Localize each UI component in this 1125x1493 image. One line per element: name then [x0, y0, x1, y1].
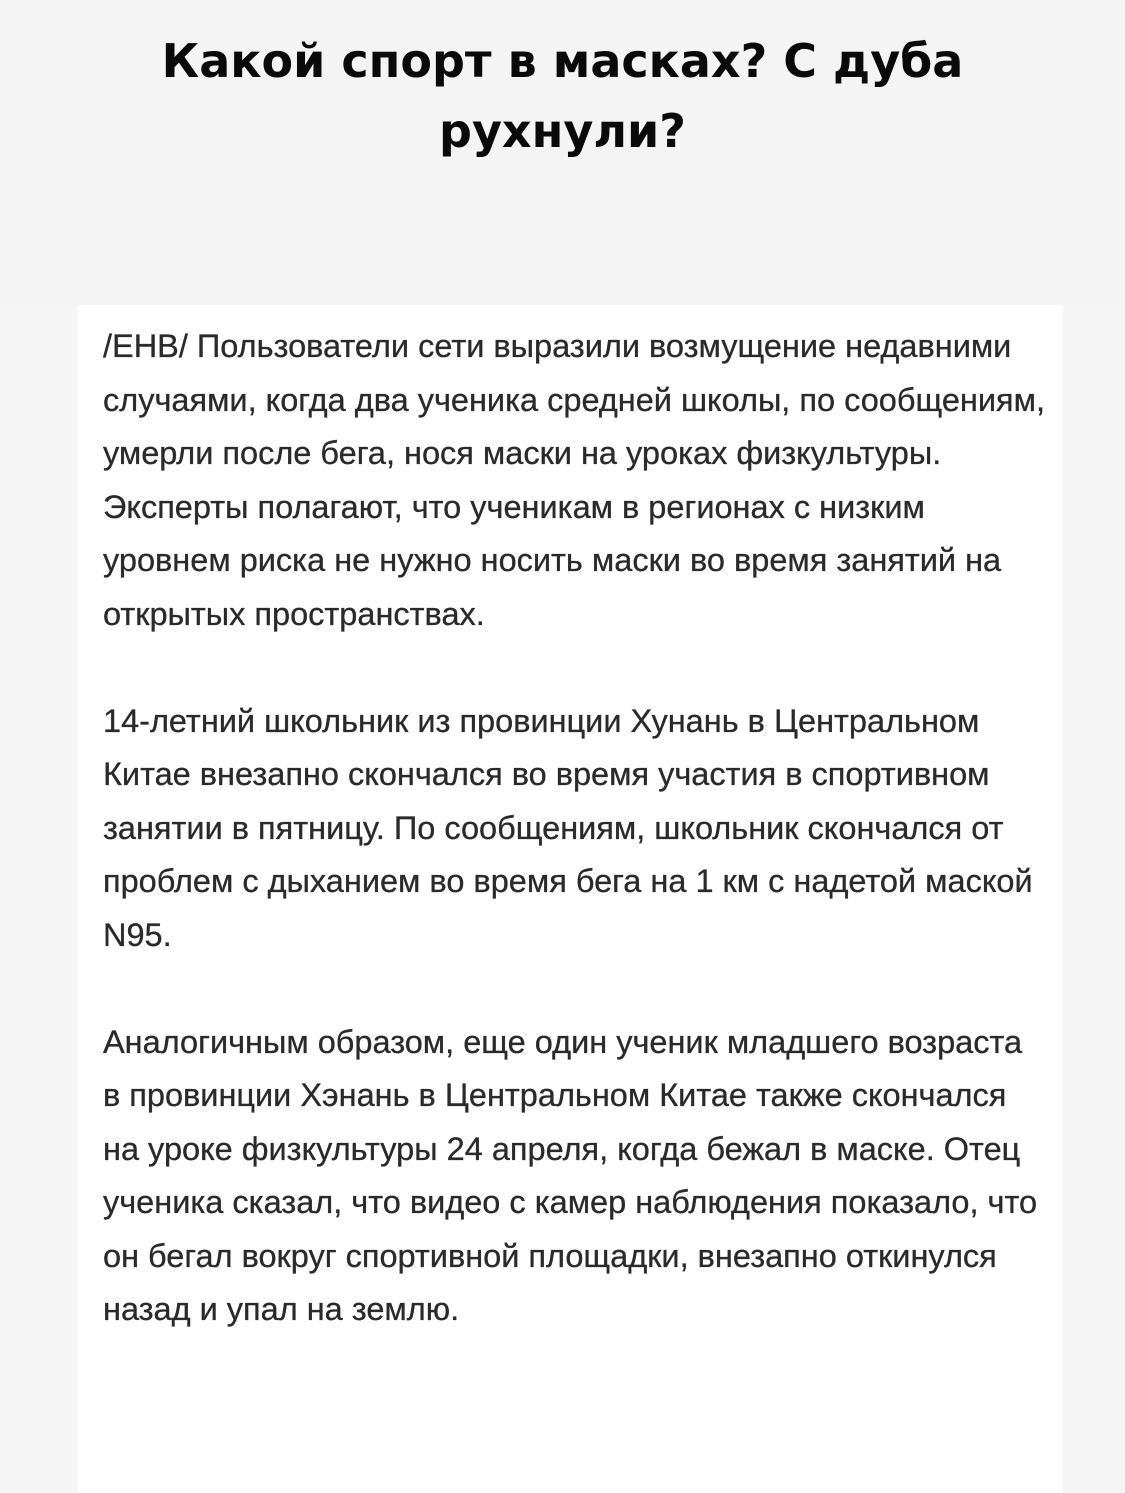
article-paragraph-2: 14-летний школьник из провинции Хунань в Центральном Китае внезапно скончался во время участия в спортивном занятии в пятницу. По сообщениям, школьник скончался от проблем с дыханием во время бега на 1 км с надетой маской N95.	[103, 702, 1033, 953]
page-title: Какой спорт в масках? С дуба рухнули?	[161, 34, 964, 158]
article-body	[103, 320, 1048, 1390]
article-card	[78, 305, 1063, 1493]
article-paragraph-1	[103, 320, 1048, 641]
header-area	[0, 0, 1125, 305]
source-tag: /ЕНВ/	[103, 328, 188, 364]
article-paragraph-3: Аналогичным образом, еще один ученик младшего возраста в провинции Хэнань в Центральном Китае также скончался на уроке физкультуры 24 апреля, когда бежал в маске. Отец ученика сказал, что видео с камер наблюдения показало, что он бегал вокруг спортивной площадки, внезапно откинулся назад и упал на землю.	[103, 1023, 1038, 1327]
paragraph-1-text: Пользователи сети выразили возмущение недавними случаями, когда два ученика средней школы, по сообщениям, умерли после бега, нося маски на уроках физкультуры. Эксперты полагают, что ученикам в регионах с низким уровнем риска не нужно носить маски во время занятий на открытых пространствах.	[103, 328, 1045, 632]
